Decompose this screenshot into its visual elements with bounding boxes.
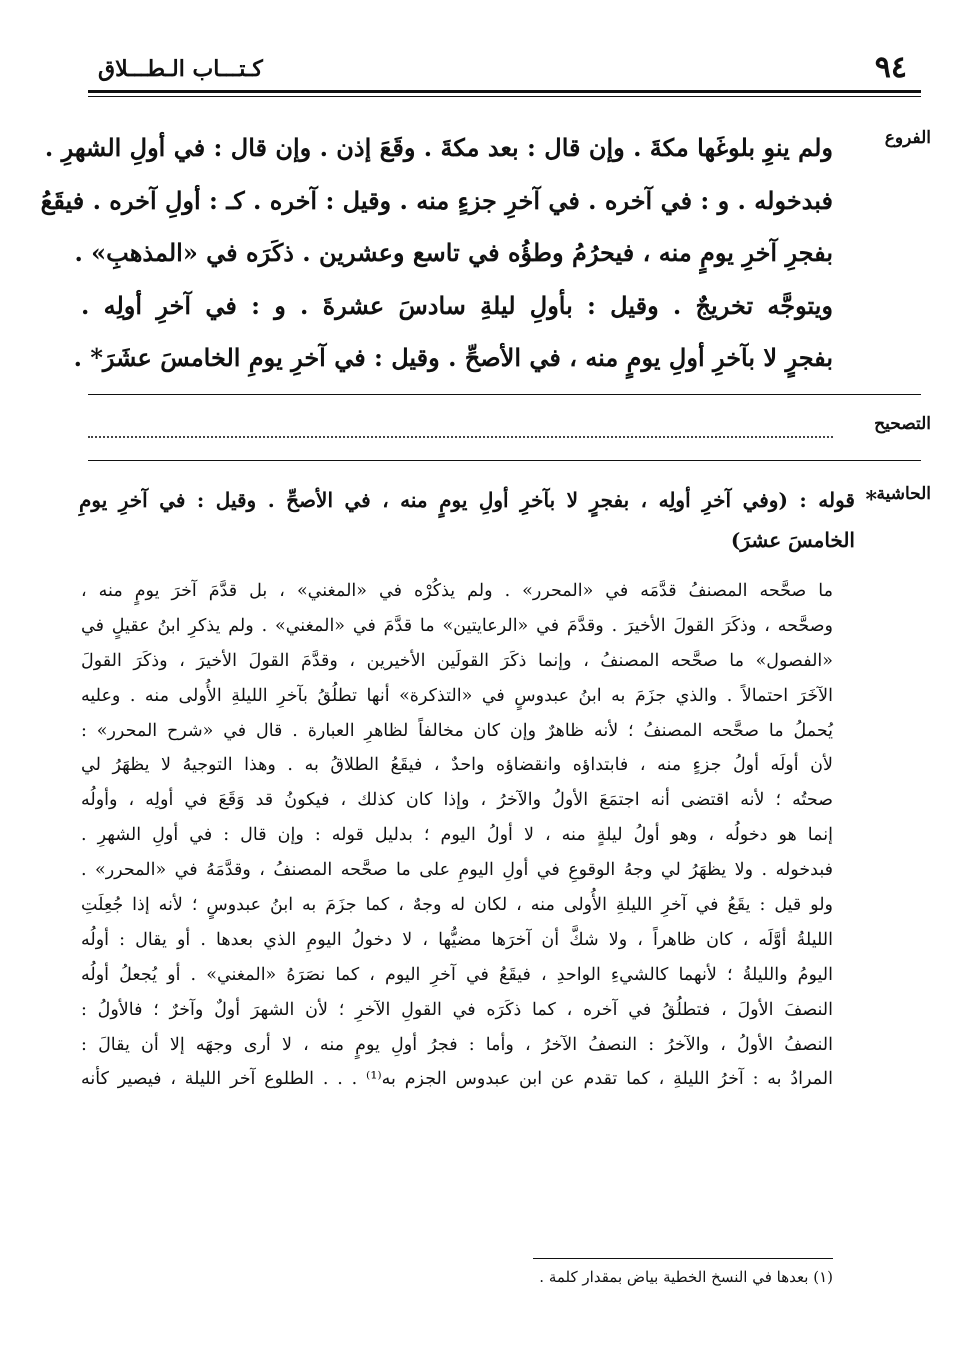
body-line: اليومُ والليلةُ ؛ لأنهما كالشيءِ الواحدِ ، فيقَعُ في آخرِ اليوم ، كما نصَرَهُ «المغني» . أو يُجعلُ أولُه: [81, 964, 833, 985]
body-line: فبدخوله . ولا يظهَرُ لي وجهُ الوقوعِ في أولِ اليومِ على ما صحَّحه المصنفُ ، وقدَّمَهُ في «المحرر» .: [81, 860, 833, 881]
tashih-dotted-line: [88, 418, 833, 438]
footnote-rule: [533, 1258, 833, 1259]
body-line: يُحملُ ما صحَّحه المصنفُ ؛ لأنه ظاهرٌ وإن كان مخالفاً لظاهرِ العبارة . قال في «شرح المحرر» :: [81, 720, 833, 741]
hashiya-heading-line: الخامسَ عشرَ): [730, 528, 855, 552]
label-tashih: التصحيح: [874, 414, 931, 434]
section-divider: [88, 460, 921, 461]
furu-line: ويتوجَّه تخريجٌ . وقيل : بأولِ ليلةِ سادسَ عشرةَ . و : في آخرِ أولِه .: [81, 290, 833, 320]
body-line: الليلةُ أوَّلَه ، كان ظاهراً ، ولا شكَّ أن آخرَها مضيُّها ، لا دخولُ اليومِ الذي بعدها . أو يقال : أولُه: [81, 929, 833, 950]
furu-line: فبدخوله . و : في آخره . في آخرِ جزءٍ منه . وقيل : آخره . كـ : أولِ آخره . فيقَعُ: [40, 185, 833, 215]
body-line: النصفُ الأولُ ، والآخرُ : النصفُ الآخرُ ، وأما : فجرُ أولِ يومٍ منه ، لا أرى وجهَه إلا أن يقالَ :: [81, 1034, 833, 1055]
section-divider: [88, 394, 921, 395]
header-rule-thin: [88, 96, 921, 97]
label-hashiya: الحاشية: [876, 484, 931, 504]
body-line: إنما هو دخولُه ، وهو أولُ ليلةٍ منه ، لا أولُ اليوم ؛ بدليل قوله : وإن قال : في أولِ الشهرِ .: [81, 825, 833, 846]
hashiya-heading: [79, 480, 877, 560]
page-number: ٩٤: [874, 50, 907, 85]
body-line: الآخَرَ احتمالاً . والذي جزَمَ به ابنُ عبدوسٍ في «التذكرة» أنها تطلُقُ بآخرِ الليلةِ الأُولى منه . وعليه: [81, 685, 833, 706]
body-line: المرادُ به : آخرُ الليلةِ ، كما تقدم عن ابن عبدوس الجزم به⁽¹⁾ . . . الطلوع آخر الليلة ، فيصير كأنه: [81, 1069, 833, 1090]
furu-text: [40, 122, 833, 385]
running-title: كـتـــاب الـطـــلاق: [98, 56, 263, 82]
body-line: النصفَ الأولَ ، فتطلُقُ في آخره ، كما ذكَرَه في القولِ الآخرِ ؛ لأن الشهرَ أولٌ وآخرٌ ؛ فالأولُ :: [81, 999, 833, 1020]
body-line: ما صحَّحه المصنفُ قدَّمَه في «المحرر» . ولم يذكُرْه في «المغني» ، بل قدَّمَ آخرَ يومٍ منه ،: [81, 581, 833, 601]
footnote: (١) بعدها في النسخ الخطية بياض بمقدار كلمة .: [539, 1268, 833, 1286]
page-header: [88, 50, 921, 90]
hashiya-heading-line: قوله : (وفي آخرِ أولِه ، بفجرٍ لا بآخرِ أولِ يومٍ منه ، في الأصحِّ . وقيل : في آخرِ يومِ: [79, 488, 855, 512]
furu-line: بفجرِ آخرِ يومٍ منه ، فيحرُمُ وطؤُه في تاسع وعشرين . ذكَرَه في «المذهبِ» .: [74, 238, 833, 267]
label-furu: الفروع: [884, 128, 931, 148]
header-rule-thick: [88, 90, 921, 93]
furu-line: ولم ينوِ بلوغَها مكةَ . وإن قال : بعد مكةَ . وقَعَ إذن . وإن قال : في أولِ الشهرِ .: [44, 133, 833, 162]
hashiya-body: [81, 574, 833, 1097]
asterisk-marker: *: [865, 487, 877, 513]
body-line: وصحَّحه ، وذكَرَ القولَ الأخيرَ . وقدَّمَ في «الرعايتين» ما قدَّمَ في «المغني» . ولم يذكرِ ابنُ عقيلٍ في: [81, 615, 833, 636]
body-line: صحتُه ؛ لأنه اقتضى أنه اجتمَعَ الأولُ والآخرُ ، وإذا كان كذلك ، فيكونُ قد وَقَعَ في أولِه ، وأولُه: [81, 790, 833, 811]
furu-line: بفجرٍ لا بآخرِ أولِ يومٍ منه ، في الأصحِّ . وقيل : في آخرِ يومِ الخامسَ عشَرَ* .: [73, 343, 833, 372]
body-line: ولو قيل : يقَعُ في آخرِ الليلةِ الأُولى منه ، لكان له وجهٌ ، كما جزَمَ به ابنُ عبدوسٍ ؛ لأنه إذا جُعِلَتِ: [81, 895, 833, 916]
body-line: لأن أولَه أولُ جزءٍ منه ، فابتداؤه وانقضاؤه واحدٌ ، فيقَعُ الطلاقُ به . وهذا التوجيهُ لا يظهَرُ لي: [81, 755, 833, 776]
body-line: «الفصول» ما صحَّحه المصنفُ ، وإنما ذكَرَ القولَين الأخيرين ، وقدَّمَ القولَ الأخيرَ ، وذكَرَ القولَ: [81, 650, 833, 671]
